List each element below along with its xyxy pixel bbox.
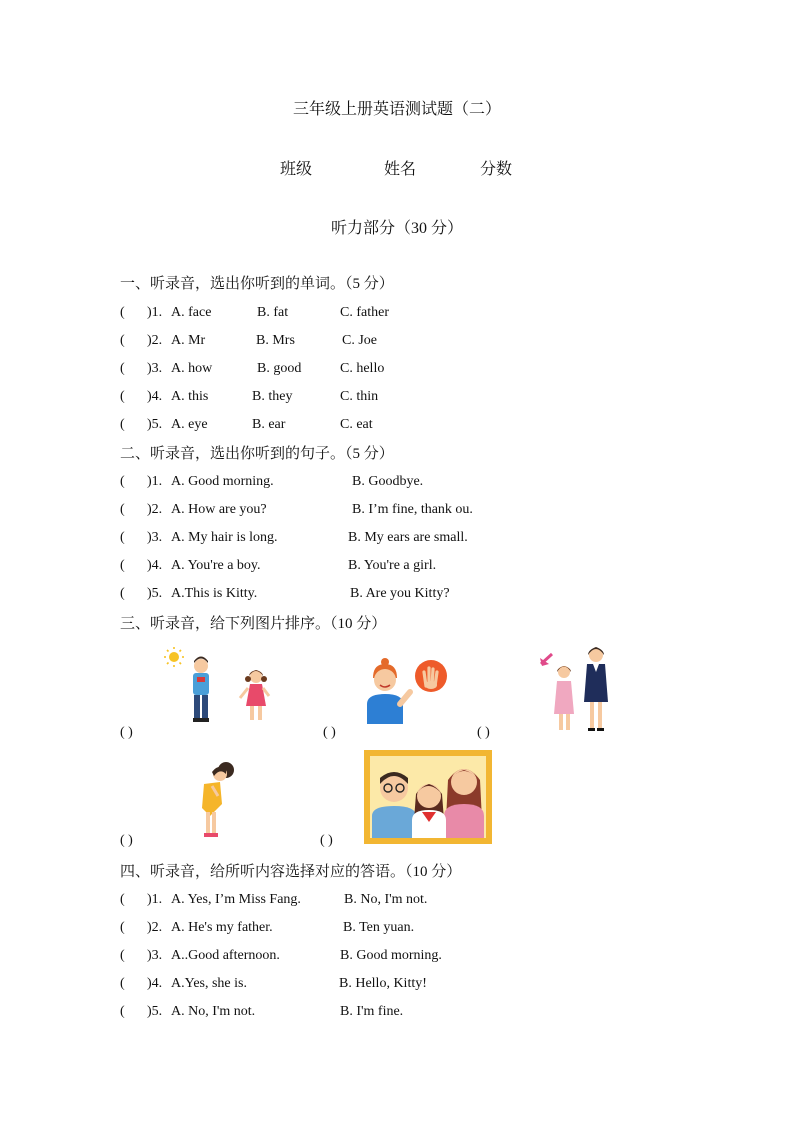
- answer-blank-3[interactable]: ( ): [477, 725, 490, 740]
- section-2-heading: 二、听录音，选出你听到的句子。（5 分）: [120, 446, 394, 462]
- list-item: ( )3. A. how B. good C. hello: [120, 361, 385, 376]
- page-title: 三年级上册英语测试题（二）: [293, 101, 502, 118]
- list-item: ( )4. A. You're a boy. B. You're a girl.: [120, 558, 437, 573]
- mother-icon: [444, 769, 484, 838]
- woman-icon: [367, 658, 410, 724]
- bowing-girl-picture: [190, 760, 240, 838]
- teacher-girl-picture: [538, 646, 614, 734]
- arrow-icon: [540, 654, 552, 666]
- girl-icon: [554, 666, 574, 730]
- boy-icon: [193, 657, 209, 723]
- hand-icon: [415, 660, 447, 692]
- answer-blank-1[interactable]: ( ): [120, 725, 133, 740]
- answer-blank-2[interactable]: ( ): [323, 725, 336, 740]
- section-1-list: [120, 303, 520, 435]
- teacher-icon: [584, 647, 608, 731]
- list-item: ( )2. A. He's my father. B. Ten yuan.: [120, 920, 415, 935]
- section-4-list: [120, 890, 540, 1022]
- list-item: ( )5. A. eye B. ear C. eat: [120, 417, 373, 432]
- list-item: ( )3. A..Good afternoon. B. Good morning.: [120, 948, 442, 963]
- waving-hand-picture: [364, 658, 450, 724]
- family-photo-picture: [364, 750, 492, 844]
- list-item: ( )1. A. Yes, I’m Miss Fang. B. No, I'm not.: [120, 892, 428, 907]
- list-item: ( )5. A.This is Kitty. B. Are you Kitty?: [120, 586, 450, 601]
- list-item: ( )2. A. Mr B. Mrs C. Joe: [120, 333, 377, 348]
- list-item: ( )1. A. Good morning. B. Goodbye.: [120, 474, 424, 489]
- class-label: 班级: [280, 161, 313, 178]
- list-item: ( )3. A. My hair is long. B. My ears are small.: [120, 530, 468, 545]
- section-4-heading: 四、听录音，给所听内容选择对应的答语。（10 分）: [120, 864, 462, 880]
- list-item: ( )1. A. face B. fat C. father: [120, 305, 389, 320]
- list-item: ( )4. A. this B. they C. thin: [120, 389, 379, 404]
- section-3-heading: 三、听录音，给下列图片排序。（10 分）: [120, 616, 387, 632]
- score-label: 分数: [480, 161, 513, 178]
- list-item: ( )5. A. No, I'm not. B. I'm fine.: [120, 1004, 404, 1019]
- girl-icon: [240, 670, 269, 720]
- name-label: 姓名: [384, 161, 417, 178]
- list-item: ( )2. A. How are you? B. I’m fine, thank ou.: [120, 502, 473, 517]
- part-title: 听力部分（30 分）: [331, 220, 464, 237]
- answer-blank-4[interactable]: ( ): [120, 833, 133, 848]
- section-1-heading: 一、听录音，选出你听到的单词。（5 分）: [120, 276, 394, 292]
- answer-blank-5[interactable]: ( ): [320, 833, 333, 848]
- list-item: ( )4. A.Yes, she is. B. Hello, Kitty!: [120, 976, 427, 991]
- morning-greeting-picture: [164, 646, 276, 726]
- section-2-list: [120, 472, 540, 604]
- sun-icon: [164, 647, 184, 667]
